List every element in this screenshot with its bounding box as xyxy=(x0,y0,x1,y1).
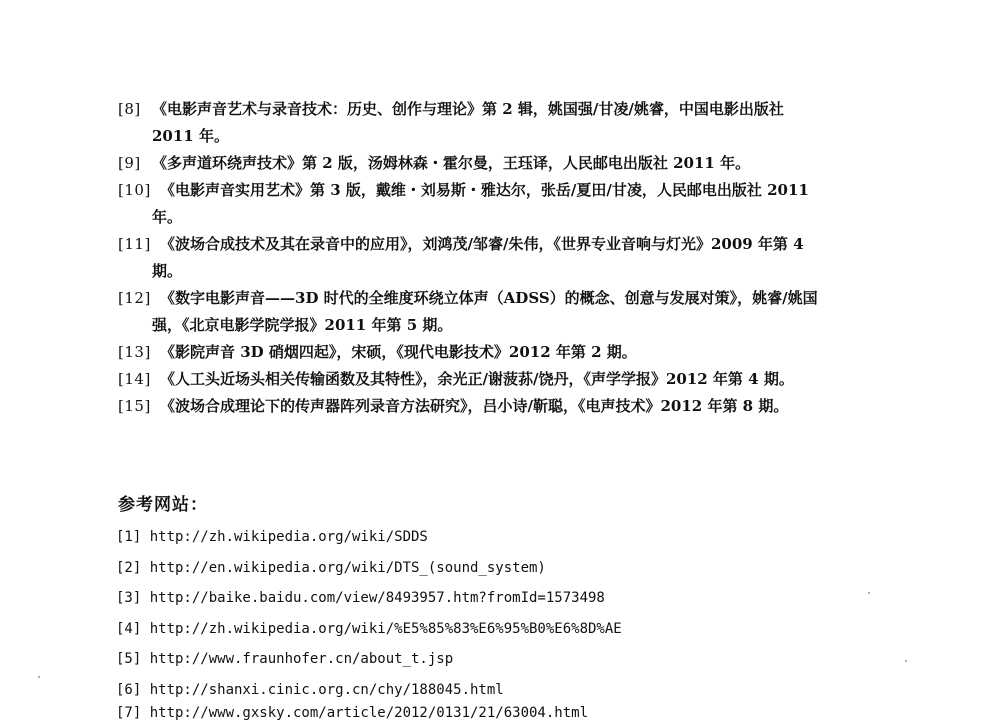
websites-heading: 参考网站： xyxy=(118,495,208,515)
reference-item xyxy=(118,150,888,177)
website-link[interactable]: [1] http://zh.wikipedia.org/wiki/SDDS xyxy=(116,529,428,545)
reference-item xyxy=(118,393,888,420)
reference-text: 《数字电影声音——3D 时代的全维度环绕立体声（ADSS）的概念、创意与发展对策》，姚睿/姚国 xyxy=(160,289,818,307)
reference-text-continued: 年。 xyxy=(152,208,183,226)
reference-number: [13] xyxy=(118,343,151,361)
scan-speck xyxy=(905,660,907,662)
reference-text: 《多声道环绕声技术》第 2 版，汤姆林森・霍尔曼，王珏译，人民邮电出版社 2011 年。 xyxy=(152,154,751,172)
reference-text-continued: 2011 年。 xyxy=(152,127,229,145)
reference-text: 《人工头近场头相关传输函数及其特性》，余光正/谢菠荪/饶丹，《声学学报》2012 年第 4 期。 xyxy=(160,370,794,388)
scan-speck xyxy=(868,592,870,594)
reference-item xyxy=(118,366,888,393)
reference-list xyxy=(118,96,888,420)
reference-number: [12] xyxy=(118,289,151,307)
website-link[interactable]: [7] http://www.gxsky.com/article/2012/0131/21/63004.html xyxy=(116,705,589,721)
reference-text-continued: 强，《北京电影学院学报》2011 年第 5 期。 xyxy=(152,316,453,334)
reference-number: [10] xyxy=(118,181,151,199)
website-link[interactable]: [6] http://shanxi.cinic.org.cn/chy/188045.html xyxy=(116,681,504,698)
reference-item xyxy=(118,96,888,150)
reference-text: 《波场合成理论下的传声器阵列录音方法研究》，吕小诗/靳聪，《电声技术》2012 年第 8 期。 xyxy=(160,397,789,415)
reference-text: 《电影声音实用艺术》第 3 版，戴维・刘易斯・雅达尔，张岳/夏田/甘凌，人民邮电出版社 2011 xyxy=(160,181,809,199)
website-list xyxy=(116,522,622,705)
website-link[interactable]: [3] http://baike.baidu.com/view/8493957.htm?fromId=1573498 xyxy=(116,590,605,606)
website-link-partial xyxy=(116,705,636,721)
reference-number: [8] xyxy=(118,100,141,118)
website-link[interactable]: [2] http://en.wikipedia.org/wiki/DTS_(sound_system) xyxy=(116,559,546,576)
reference-item xyxy=(118,177,888,231)
reference-number: [11] xyxy=(118,235,151,253)
reference-item xyxy=(118,231,888,285)
reference-text: 《影院声音 3D 硝烟四起》，宋硕，《现代电影技术》2012 年第 2 期。 xyxy=(160,343,637,361)
website-link[interactable]: [5] http://www.fraunhofer.cn/about_t.jsp xyxy=(116,651,454,667)
reference-text: 《电影声音艺术与录音技术：历史、创作与理论》第 2 辑，姚国强/甘凌/姚睿，中国电影出版社 xyxy=(152,100,784,118)
reference-number: [15] xyxy=(118,397,151,415)
reference-item xyxy=(118,285,888,339)
reference-number: [14] xyxy=(118,370,151,388)
reference-text: 《波场合成技术及其在录音中的应用》，刘鸿茂/邹睿/朱伟，《世界专业音响与灯光》2009 年第 4 xyxy=(160,235,804,253)
reference-number: [9] xyxy=(118,154,141,172)
reference-text-continued: 期。 xyxy=(152,262,183,280)
website-link[interactable]: [4] http://zh.wikipedia.org/wiki/%E5%85%83%E6%95%B0%E6%8D%AE xyxy=(116,620,622,637)
reference-item xyxy=(118,339,888,366)
scan-speck xyxy=(38,676,40,678)
